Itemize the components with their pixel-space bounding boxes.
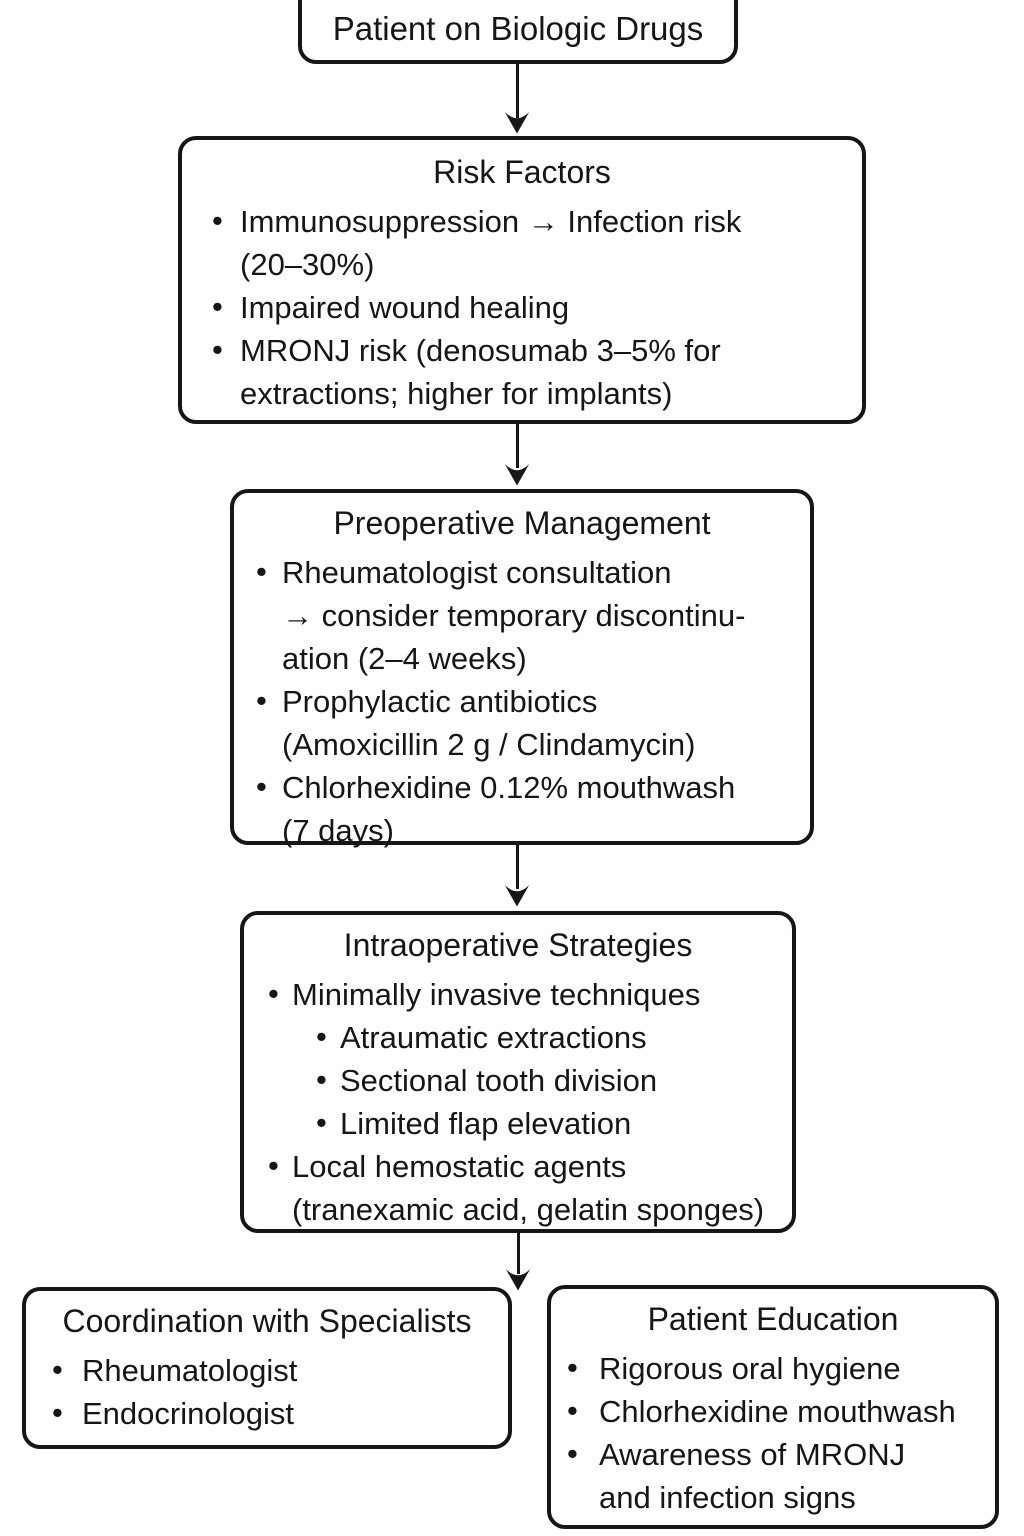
bullet-dot: • bbox=[256, 554, 267, 589]
node-title: Patient on Biologic Drugs bbox=[332, 10, 704, 47]
bullet-dot: • bbox=[316, 1105, 327, 1140]
bullet-text: Awareness of MRONJ and infection signs bbox=[599, 1437, 906, 1515]
bullet-text: Chlorhexidine mouthwash bbox=[599, 1394, 956, 1429]
bullet-dot: • bbox=[567, 1436, 578, 1471]
arrow-shaft bbox=[516, 62, 519, 118]
arrow-head bbox=[505, 1269, 531, 1291]
arrow-head bbox=[504, 464, 530, 486]
arrow-shaft bbox=[516, 423, 519, 468]
arrow-head bbox=[504, 885, 530, 907]
bullet-dot: • bbox=[567, 1350, 578, 1385]
bullet-dot: • bbox=[268, 976, 279, 1011]
bullet-item bbox=[26, 1392, 508, 1435]
start-node-patient-on-biologic-drugs bbox=[298, 0, 738, 64]
node-title: Preoperative Management bbox=[333, 505, 711, 541]
node-title: Risk Factors bbox=[433, 154, 611, 190]
bullet-dot: • bbox=[52, 1352, 63, 1387]
bullet-dot: • bbox=[212, 332, 223, 367]
arrow-shaft bbox=[516, 844, 519, 889]
bullet-dot: • bbox=[316, 1019, 327, 1054]
bullet-list bbox=[234, 547, 810, 852]
preoperative-management-node bbox=[230, 489, 814, 848]
bullet-dot: • bbox=[52, 1395, 63, 1430]
bullet-dot: • bbox=[212, 203, 223, 238]
bullet-item bbox=[182, 200, 862, 286]
bullet-dot: • bbox=[256, 769, 267, 804]
bullet-item bbox=[244, 1059, 792, 1102]
bullet-text: Rheumatologist bbox=[82, 1353, 298, 1388]
bullet-text: Rheumatologist consultation → consider temporary discontinu- ation (2–4 weeks) bbox=[282, 555, 746, 676]
bullet-list bbox=[182, 196, 862, 415]
bullet-text: Rigorous oral hygiene bbox=[599, 1351, 901, 1386]
bullet-item bbox=[26, 1349, 508, 1392]
bullet-text: Sectional tooth division bbox=[340, 1063, 658, 1098]
bullet-dot: • bbox=[316, 1062, 327, 1097]
bullet-item bbox=[182, 329, 862, 415]
bullet-text: Immunosuppression → Infection risk (20–30%) bbox=[240, 204, 742, 282]
bullet-text: Local hemostatic agents (tranexamic acid, gelatin sponges) bbox=[292, 1149, 765, 1227]
node-title: Patient Education bbox=[647, 1301, 899, 1337]
bullet-item bbox=[551, 1347, 995, 1390]
bullet-text: Chlorhexidine 0.12% mouthwash (7 days) bbox=[282, 770, 736, 848]
arrow-shaft bbox=[517, 1232, 520, 1274]
bullet-text: Prophylactic antibiotics (Amoxicillin 2 g / Clindamycin) bbox=[282, 684, 696, 762]
bullet-list bbox=[551, 1343, 995, 1519]
bullet-item bbox=[234, 551, 810, 680]
bullet-text: MRONJ risk (denosumab 3–5% for extractions; higher for implants) bbox=[240, 333, 721, 411]
bullet-text: Minimally invasive techniques bbox=[292, 977, 701, 1012]
node-title: Intraoperative Strategies bbox=[343, 927, 693, 963]
bullet-item bbox=[244, 1145, 792, 1231]
bullet-dot: • bbox=[212, 289, 223, 324]
bullet-dot: • bbox=[567, 1393, 578, 1428]
bullet-item bbox=[182, 286, 862, 329]
bullet-item bbox=[234, 680, 810, 766]
patient-education-node bbox=[547, 1285, 999, 1529]
bullet-item bbox=[244, 1016, 792, 1059]
bullet-list bbox=[244, 969, 792, 1231]
bullet-item bbox=[551, 1433, 995, 1519]
bullet-dot: • bbox=[268, 1148, 279, 1183]
arrow-head bbox=[504, 112, 530, 134]
bullet-item bbox=[244, 973, 792, 1016]
bullet-text: Atraumatic extractions bbox=[340, 1020, 647, 1055]
node-title: Coordination with Specialists bbox=[62, 1303, 472, 1339]
bullet-item bbox=[551, 1390, 995, 1433]
bullet-dot: • bbox=[256, 683, 267, 718]
bullet-list bbox=[26, 1345, 508, 1435]
intraoperative-strategies-node bbox=[240, 911, 796, 1233]
bullet-item bbox=[244, 1102, 792, 1145]
coordination-with-specialists-node bbox=[22, 1287, 512, 1449]
risk-factors-node bbox=[178, 136, 866, 424]
bullet-text: Limited flap elevation bbox=[340, 1106, 632, 1141]
bullet-text: Endocrinologist bbox=[82, 1396, 294, 1431]
bullet-item bbox=[234, 766, 810, 852]
bullet-text: Impaired wound healing bbox=[240, 290, 570, 325]
